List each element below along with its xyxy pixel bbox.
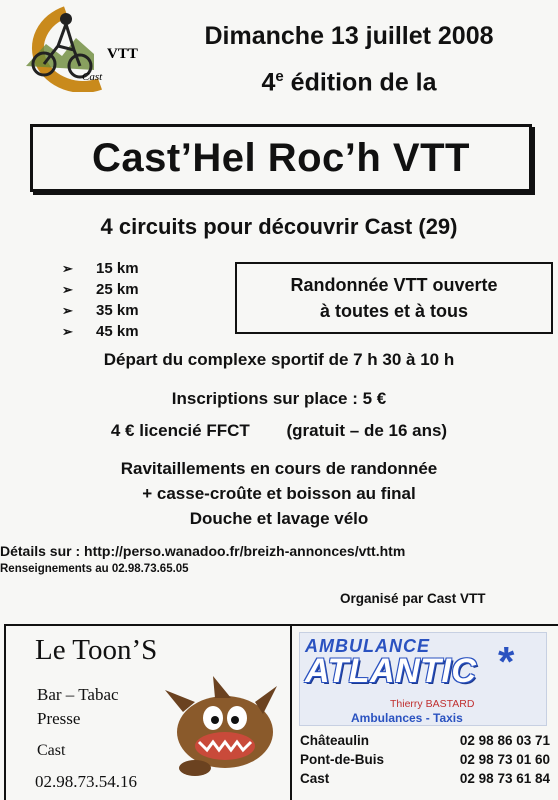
arrow-icon: ➢ xyxy=(62,281,73,297)
phone-city: Pont-de-Buis xyxy=(300,752,384,767)
inscription-info: Inscriptions sur place : 5 € xyxy=(171,389,387,408)
toons-line-2: Presse xyxy=(37,709,81,728)
cast-vtt-logo xyxy=(4,4,144,92)
details-url: Détails sur : http://perso.wanadoo.fr/breizh-annonces/vtt.htm xyxy=(0,543,406,559)
edition-text: édition de la xyxy=(283,68,437,97)
list-item xyxy=(62,258,139,279)
phone-city: Châteaulin xyxy=(300,733,370,748)
event-date: Dimanche 13 juillet 2008 xyxy=(204,22,494,50)
circuits-headline: 4 circuits pour découvrir Cast (29) xyxy=(100,214,458,239)
ambulance-word: AMBULANCE xyxy=(305,636,430,656)
title-box xyxy=(30,124,532,192)
toons-line-1: Bar – Tabac xyxy=(37,685,119,704)
logo-cast-text: Cast xyxy=(82,71,103,83)
event-title: Cast’Hel Roc’h VTT xyxy=(92,135,470,180)
depart-info: Départ du complexe sportif de 7 h 30 à 10 h xyxy=(103,350,455,369)
licence-price: 4 € licencié FFCT xyxy=(110,421,250,440)
ambulance-services: Ambulances - Taxis xyxy=(351,711,463,725)
phone-number: 02 98 86 03 71 xyxy=(459,733,550,748)
licence-row xyxy=(0,421,558,441)
distance-label: 35 km xyxy=(96,302,139,319)
star-of-life-icon: * xyxy=(498,638,515,685)
arrow-icon: ➢ xyxy=(62,323,73,339)
gratuit-note: (gratuit – de 16 ans) xyxy=(286,421,448,440)
list-item xyxy=(62,300,139,321)
rando-box xyxy=(235,262,553,334)
arrow-icon: ➢ xyxy=(62,260,73,276)
distance-list xyxy=(62,258,139,342)
phone-row xyxy=(300,752,550,767)
edition-line xyxy=(140,68,558,97)
toons-line-3: Cast xyxy=(37,742,66,759)
rando-line-1: Randonnée VTT ouverte xyxy=(290,275,498,295)
organiser-credit: Organisé par Cast VTT xyxy=(340,591,486,606)
casse-croute-info: + casse-croûte et boisson au final xyxy=(142,484,416,503)
toons-name: Le Toon’S xyxy=(35,634,158,666)
rando-line-2: à toutes et à tous xyxy=(319,301,469,321)
phone-number: 02 98 73 61 84 xyxy=(459,771,550,786)
distance-label: 25 km xyxy=(96,281,139,298)
phone-city: Cast xyxy=(300,771,330,786)
cartoon-character-icon xyxy=(155,672,290,782)
list-item xyxy=(62,279,139,300)
edition-superscript: e xyxy=(275,68,284,85)
ads-divider xyxy=(290,624,292,800)
distance-label: 45 km xyxy=(96,323,139,340)
list-item xyxy=(62,321,139,342)
renseignements-phone: Renseignements au 02.98.73.65.05 xyxy=(0,563,189,575)
phone-row xyxy=(300,733,550,748)
douche-info: Douche et lavage vélo xyxy=(189,509,369,528)
ravitaillement-info: Ravitaillements en cours de randonnée xyxy=(120,459,438,478)
toons-phone: 02.98.73.54.16 xyxy=(35,772,137,791)
atlantic-word: ATLANTIC xyxy=(305,652,477,690)
edition-number: 4 xyxy=(261,68,276,97)
phone-number: 02 98 73 01 60 xyxy=(459,752,550,767)
phone-row xyxy=(300,771,550,786)
logo-vtt-text: VTT xyxy=(107,46,138,62)
distance-label: 15 km xyxy=(96,260,139,277)
arrow-icon: ➢ xyxy=(62,302,73,318)
ambulance-owner: Thierry BASTARD xyxy=(390,698,475,710)
